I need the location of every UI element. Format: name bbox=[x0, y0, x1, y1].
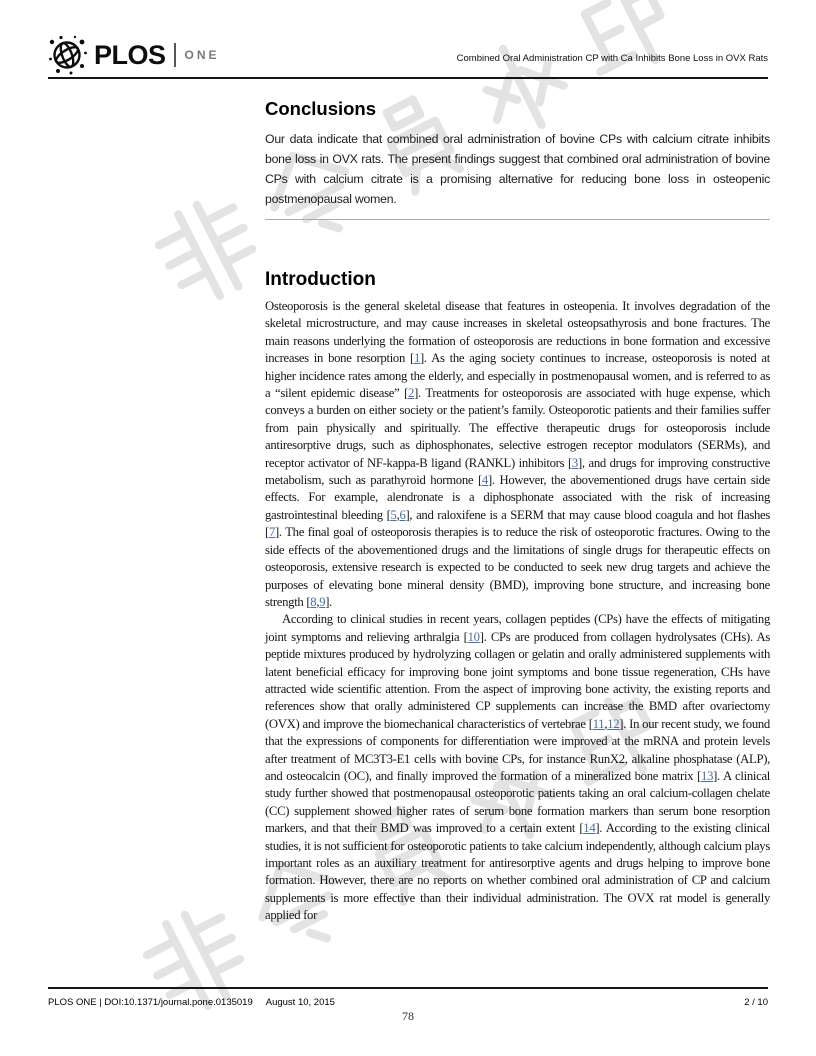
citation-link[interactable]: 13 bbox=[701, 768, 714, 783]
citation-link[interactable]: 1 bbox=[413, 351, 420, 366]
introduction-paragraph-1: Osteoporosis is the general skeletal disease that features in osteopenia. It involves degradation of the skeletal microstructure, and may cause increases in skeletal osteopsathyrosis and bone fractures. The main reasons underlying the formation of osteoporosis are reductions in bone formation and excessive increases in bone resorption [1]. As the aging society continues to increase, osteoporosis is noted at higher incidence rates among the elderly, and especially in postmenopausal women, and is referred to as a “silent epidemic disease” [2]. Treatments for osteoporosis are associated with huge expense, which conveys a burden on either society or the patient’s family. Osteoporotic patients and their families suffer from pain physically and spiritually. The effective therapeutic drugs for osteoporosis include antiresorptive drugs, such as diphosphonates, selective estrogen receptor modulators (SERMs), and receptor activator of NF-kappa-B ligand (RANKL) inhibitors [3], and drugs for improving constructive metabolism, such as parathyroid hormone [4]. However, the abovementioned drugs have certain side effects. For example, alendronate is a diphosphonate associated with the risk of increasing gastrointestinal bleeding [5,6], and raloxifene is a SERM that may cause blood coagula and hot flashes [7]. The final goal of osteoporosis therapies is to reduce the risk of osteoporotic fractures. Owing to the side effects of the abovementioned drugs and the limitations of single drugs for therapeutic effects on osteoporosis, extensive research is expected to be conducted to seek new drug targets and achieve the purposes of elevating bone mineral density (BMD), improving bone structure, and increasing bone strength [8,9]. bbox=[265, 299, 770, 609]
plos-logo bbox=[48, 34, 220, 76]
footer-citation bbox=[48, 997, 335, 1008]
footer bbox=[48, 997, 768, 1008]
plos-logo-edition: ONE bbox=[184, 48, 220, 62]
logo-divider bbox=[174, 43, 176, 67]
citation-link[interactable]: 12 bbox=[607, 716, 620, 731]
citation-link[interactable]: 5 bbox=[390, 507, 397, 522]
footer-rule bbox=[48, 987, 768, 989]
citation-link[interactable]: 14 bbox=[583, 821, 596, 836]
introduction-heading: Introduction bbox=[265, 269, 376, 290]
citation-link[interactable]: 3 bbox=[571, 455, 578, 470]
section-divider bbox=[265, 219, 770, 220]
running-title: Combined Oral Administration CP with Ca Inhibits Bone Loss in OVX Rats bbox=[456, 53, 768, 64]
citation-link[interactable]: 9 bbox=[319, 594, 326, 609]
citation-link[interactable]: 11 bbox=[592, 716, 605, 731]
footer-doi: PLOS ONE | DOI:10.1371/journal.pone.0135019 bbox=[48, 997, 253, 1008]
citation-link[interactable]: 2 bbox=[408, 386, 415, 401]
header-rule bbox=[48, 77, 768, 79]
plos-globe-icon bbox=[48, 34, 88, 76]
citation-link[interactable]: 10 bbox=[467, 629, 480, 644]
plos-logo-text: PLOS bbox=[94, 39, 166, 70]
page-indicator: 2 / 10 bbox=[744, 997, 768, 1008]
citation-link[interactable]: 4 bbox=[481, 473, 488, 488]
conclusions-heading: Conclusions bbox=[265, 98, 377, 119]
citation-link[interactable]: 8 bbox=[310, 594, 317, 609]
article-content bbox=[265, 98, 770, 925]
page-number: 78 bbox=[402, 1009, 414, 1023]
conclusions-paragraph: Our data indicate that combined oral administration of bovine CPs with calcium citrate inhibits bone loss in OVX rats. The present findings suggest that combined oral administration of bovine CPs with calcium citrate is a promising alternative for reducing bone loss in osteopenic postmenopausal women. bbox=[265, 132, 770, 206]
citation-link[interactable]: 7 bbox=[268, 525, 275, 540]
introduction-paragraph-2: According to clinical studies in recent years, collagen peptides (CPs) have the effects of mitigating joint symptoms and relieving arthralgia [10]. CPs are produced from collagen hydrolysates (CHs). As peptide mixtures produced by hydrolyzing collagen or gelatin and orally administered supplements with latent beneficial efficacy for improving bone joint symptoms and bone tissue regeneration, CHs have attracted wide scientific attention. From the aspect of improving bone activity, the existing reports and references show that orally administered CP supplements can increase the BMD after ovariectomy (OVX) and improve the biomechanical characteristics of vertebrae [11,12]. In our recent study, we found that the expressions of components for differentiation were improved at the mRNA and protein levels after treatment of MC3T3-E1 cells with bovine CPs, for instance RunX2, alkaline phosphatase (ALP), and osteocalcin (OC), and finally improved the formation of a mineralized bone matrix [13]. A clinical study further showed that postmenopausal osteoporotic patients taking an oral calcium-collagen chelate (CC) supplement showed higher rates of serum bone formation markers than serum bone resorption markers, and that their BMD was improved to a certain extent [14]. According to the existing clinical studies, it is not sufficient for osteoporotic patients to take calcium independently, although calcium plays important roles as an auxiliary treatment for antiresorptive agents and drugs helping to improve bone formation. However, there are no reports on whether combined oral administration of CP and calcium supplements is more effective than their individual administration. The OVX rat model is generally applied for bbox=[265, 612, 771, 923]
footer-date: August 10, 2015 bbox=[265, 997, 335, 1008]
citation-link[interactable]: 6 bbox=[399, 507, 406, 522]
